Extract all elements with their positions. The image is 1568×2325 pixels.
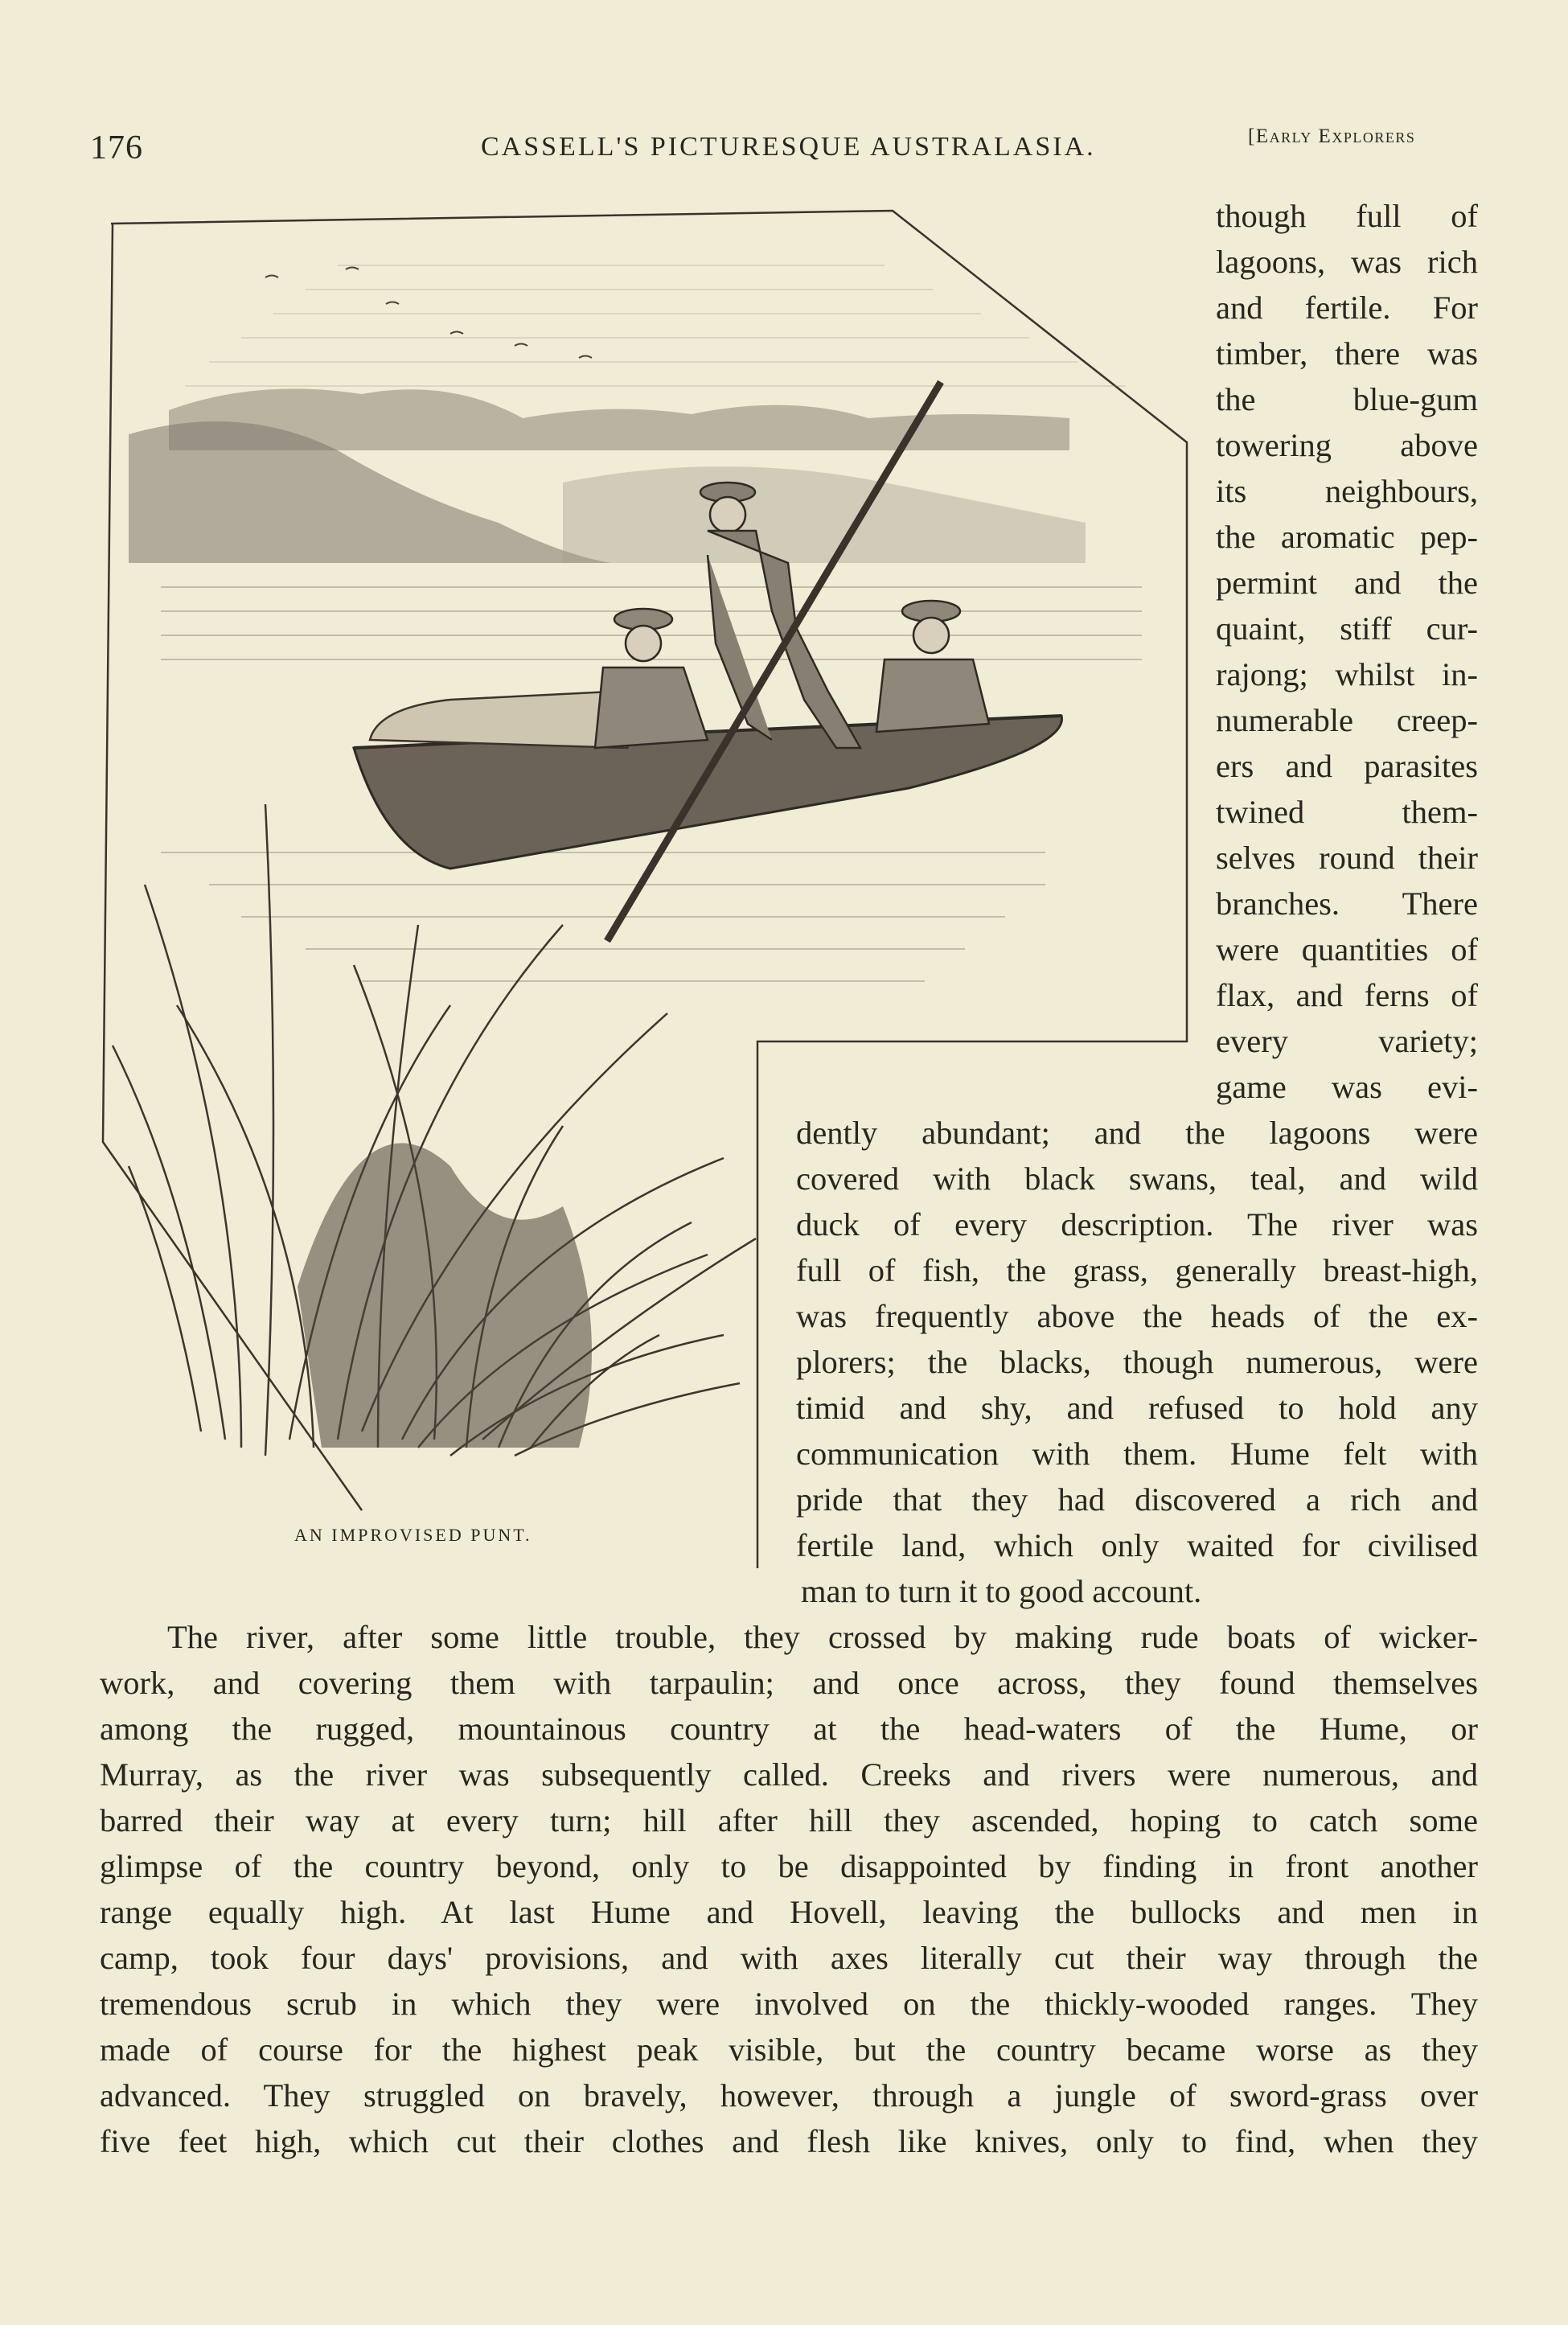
seated-man-left [595,609,708,748]
text-line: its neighbours, [1216,473,1478,509]
cargo-bundle [370,692,633,748]
text-line: glimpse of the country beyond, only to be disappointed by finding in front another [100,1848,1478,1884]
text-line: full of fish, the grass, generally breast-high, [796,1252,1478,1288]
text-line: and fertile. For [1216,290,1478,326]
text-line: duck of every description. The river was [796,1206,1478,1243]
text-line: fertile land, which only waited for civilised [796,1527,1478,1563]
text-line: the aromatic pep- [1216,519,1478,555]
text-line: dently abundant; and the lagoons were [796,1115,1478,1151]
text-line: was frequently above the heads of the ex- [796,1298,1478,1334]
text-line: game was evi- [1216,1069,1478,1105]
text-line: camp, took four days' provisions, and with axes literally cut their way through the [100,1940,1478,1976]
hillside [563,466,1086,563]
birds [265,268,592,359]
text-line: made of course for the highest peak visible, but the country became worse as they [100,2031,1478,2068]
text-line: numerable creep- [1216,702,1478,738]
text-line: quaint, stiff cur- [1216,610,1478,647]
text-line: the blue-gum [1216,381,1478,417]
text-line: lagoons, was rich [1216,244,1478,280]
illustration-caption: AN IMPROVISED PUNT. [294,1525,532,1545]
text-line: tremendous scrub in which they were involved on the thickly-wooded ranges. They [100,1986,1478,2022]
seated-man-right [876,601,989,732]
text-line: range equally high. At last Hume and Hovell, leaving the bullocks and men in [100,1894,1478,1930]
text-line: branches. There [1216,885,1478,922]
text-line: rajong; whilst in- [1216,656,1478,692]
text-line: among the rugged, mountainous country at the head-waters of the Hume, or [100,1711,1478,1747]
text-line: communication with them. Hume felt with [796,1436,1478,1472]
text-line: though full of [1216,198,1478,234]
text-line: permint and the [1216,565,1478,601]
text-line: man to turn it to good account. [801,1573,1202,1609]
text-line: plorers; the blacks, though numerous, were [796,1344,1478,1380]
reed-clump [298,1143,592,1448]
text-line: advanced. They struggled on bravely, however, through a jungle of sword-grass over [100,2077,1478,2113]
text-line: timid and shy, and refused to hold any [796,1390,1478,1426]
text-line: Murray, as the river was subsequently called. Creeks and rivers were numerous, and [100,1756,1478,1793]
text-line: every variety; [1216,1023,1478,1059]
text-line: ers and parasites [1216,748,1478,784]
text-line: pride that they had discovered a rich and [796,1481,1478,1518]
text-line: covered with black swans, teal, and wild [796,1160,1478,1197]
text-line: twined them- [1216,794,1478,830]
text-line: flax, and ferns of [1216,977,1478,1013]
text-line: work, and covering them with tarpaulin; and once across, they found themselves [100,1665,1478,1701]
section-title: [Early Explorers [1248,125,1416,147]
text-line: selves round their [1216,840,1478,876]
text-line: towering above [1216,427,1478,463]
text-line: were quantities of [1216,931,1478,967]
text-line: five feet high, which cut their clothes and flesh like knives, only to find, when they [100,2123,1478,2159]
text-line: barred their way at every turn; hill after hill they ascended, hoping to catch some [100,1802,1478,1838]
page-number: 176 [90,129,143,166]
text-line: The river, after some little trouble, they crossed by making rude boats of wicker- [167,1619,1478,1655]
text-line: timber, there was [1216,335,1478,372]
running-title: CASSELL'S PICTURESQUE AUSTRALASIA. [481,132,1096,162]
